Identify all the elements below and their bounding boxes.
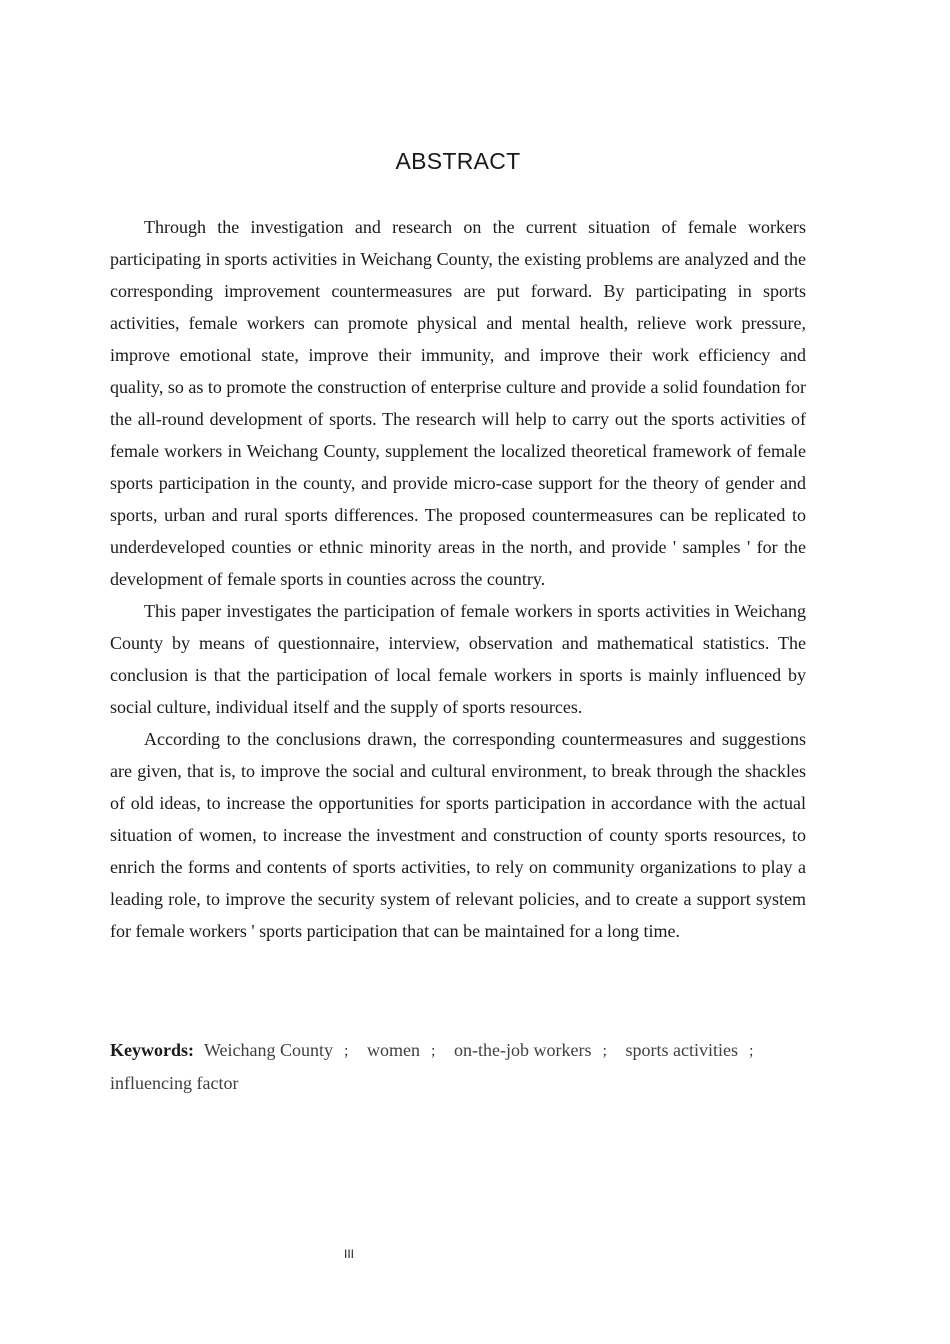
- keywords-line: [110, 1035, 810, 1099]
- keyword-item: influencing factor: [110, 1073, 239, 1093]
- abstract-title: ABSTRACT: [395, 148, 521, 174]
- abstract-body: [110, 211, 806, 947]
- abstract-paragraph-2: This paper investigates the participation of female workers in sports activities in Weichang County by means of questionnaire, interview, observation and mathematical statistics. The conclusion is that the participation of local female workers in sports is mainly influenced by social culture, individual itself and the supply of sports resources.: [110, 601, 806, 717]
- keyword-separator: ；: [343, 1045, 358, 1060]
- abstract-paragraph-1: Through the investigation and research on the current situation of female workers participating in sports activities in Weichang County, the existing problems are analyzed and the corresponding improvement countermeasures are put forward. By participating in sports activities, female workers can promote physical and mental health, relieve work pressure, improve emotional state, improve their immunity, and improve their work efficiency and quality, so as to promote the construction of enterprise culture and provide a solid foundation for the all-round development of sports. The research will help to carry out the sports activities of female workers in Weichang County, supplement the localized theoretical framework of female sports participation in the county, and provide micro-case support for the theory of gender and sports, urban and rural sports differences. The proposed countermeasures can be replicated to underdeveloped counties or ethnic minority areas in the north, and provide ' samples ' for the development of female sports in counties across the country.: [110, 217, 806, 589]
- keywords-label: Keywords:: [110, 1040, 194, 1060]
- page-number: III: [344, 1247, 355, 1261]
- keyword-item: on-the-job workers: [454, 1040, 592, 1060]
- keyword-separator: ；: [430, 1045, 445, 1060]
- abstract-paragraph-3: According to the conclusions drawn, the corresponding countermeasures and suggestions are given, that is, to improve the social and cultural environment, to break through the shackles of old ideas, to increase the opportunities for sports participation in accordance with the actual situation of women, to increase the investment and construction of county sports resources, to enrich the forms and contents of sports activities, to rely on community organizations to play a leading role, to improve the security system of relevant policies, and to create a support system for female workers ' sports participation that can be maintained for a long time.: [110, 729, 806, 941]
- keyword-separator: ；: [747, 1045, 762, 1060]
- keyword-item: women: [367, 1040, 421, 1060]
- keyword-item: Weichang County: [204, 1040, 334, 1060]
- keyword-separator: ；: [601, 1045, 616, 1060]
- keyword-item: sports activities: [625, 1040, 738, 1060]
